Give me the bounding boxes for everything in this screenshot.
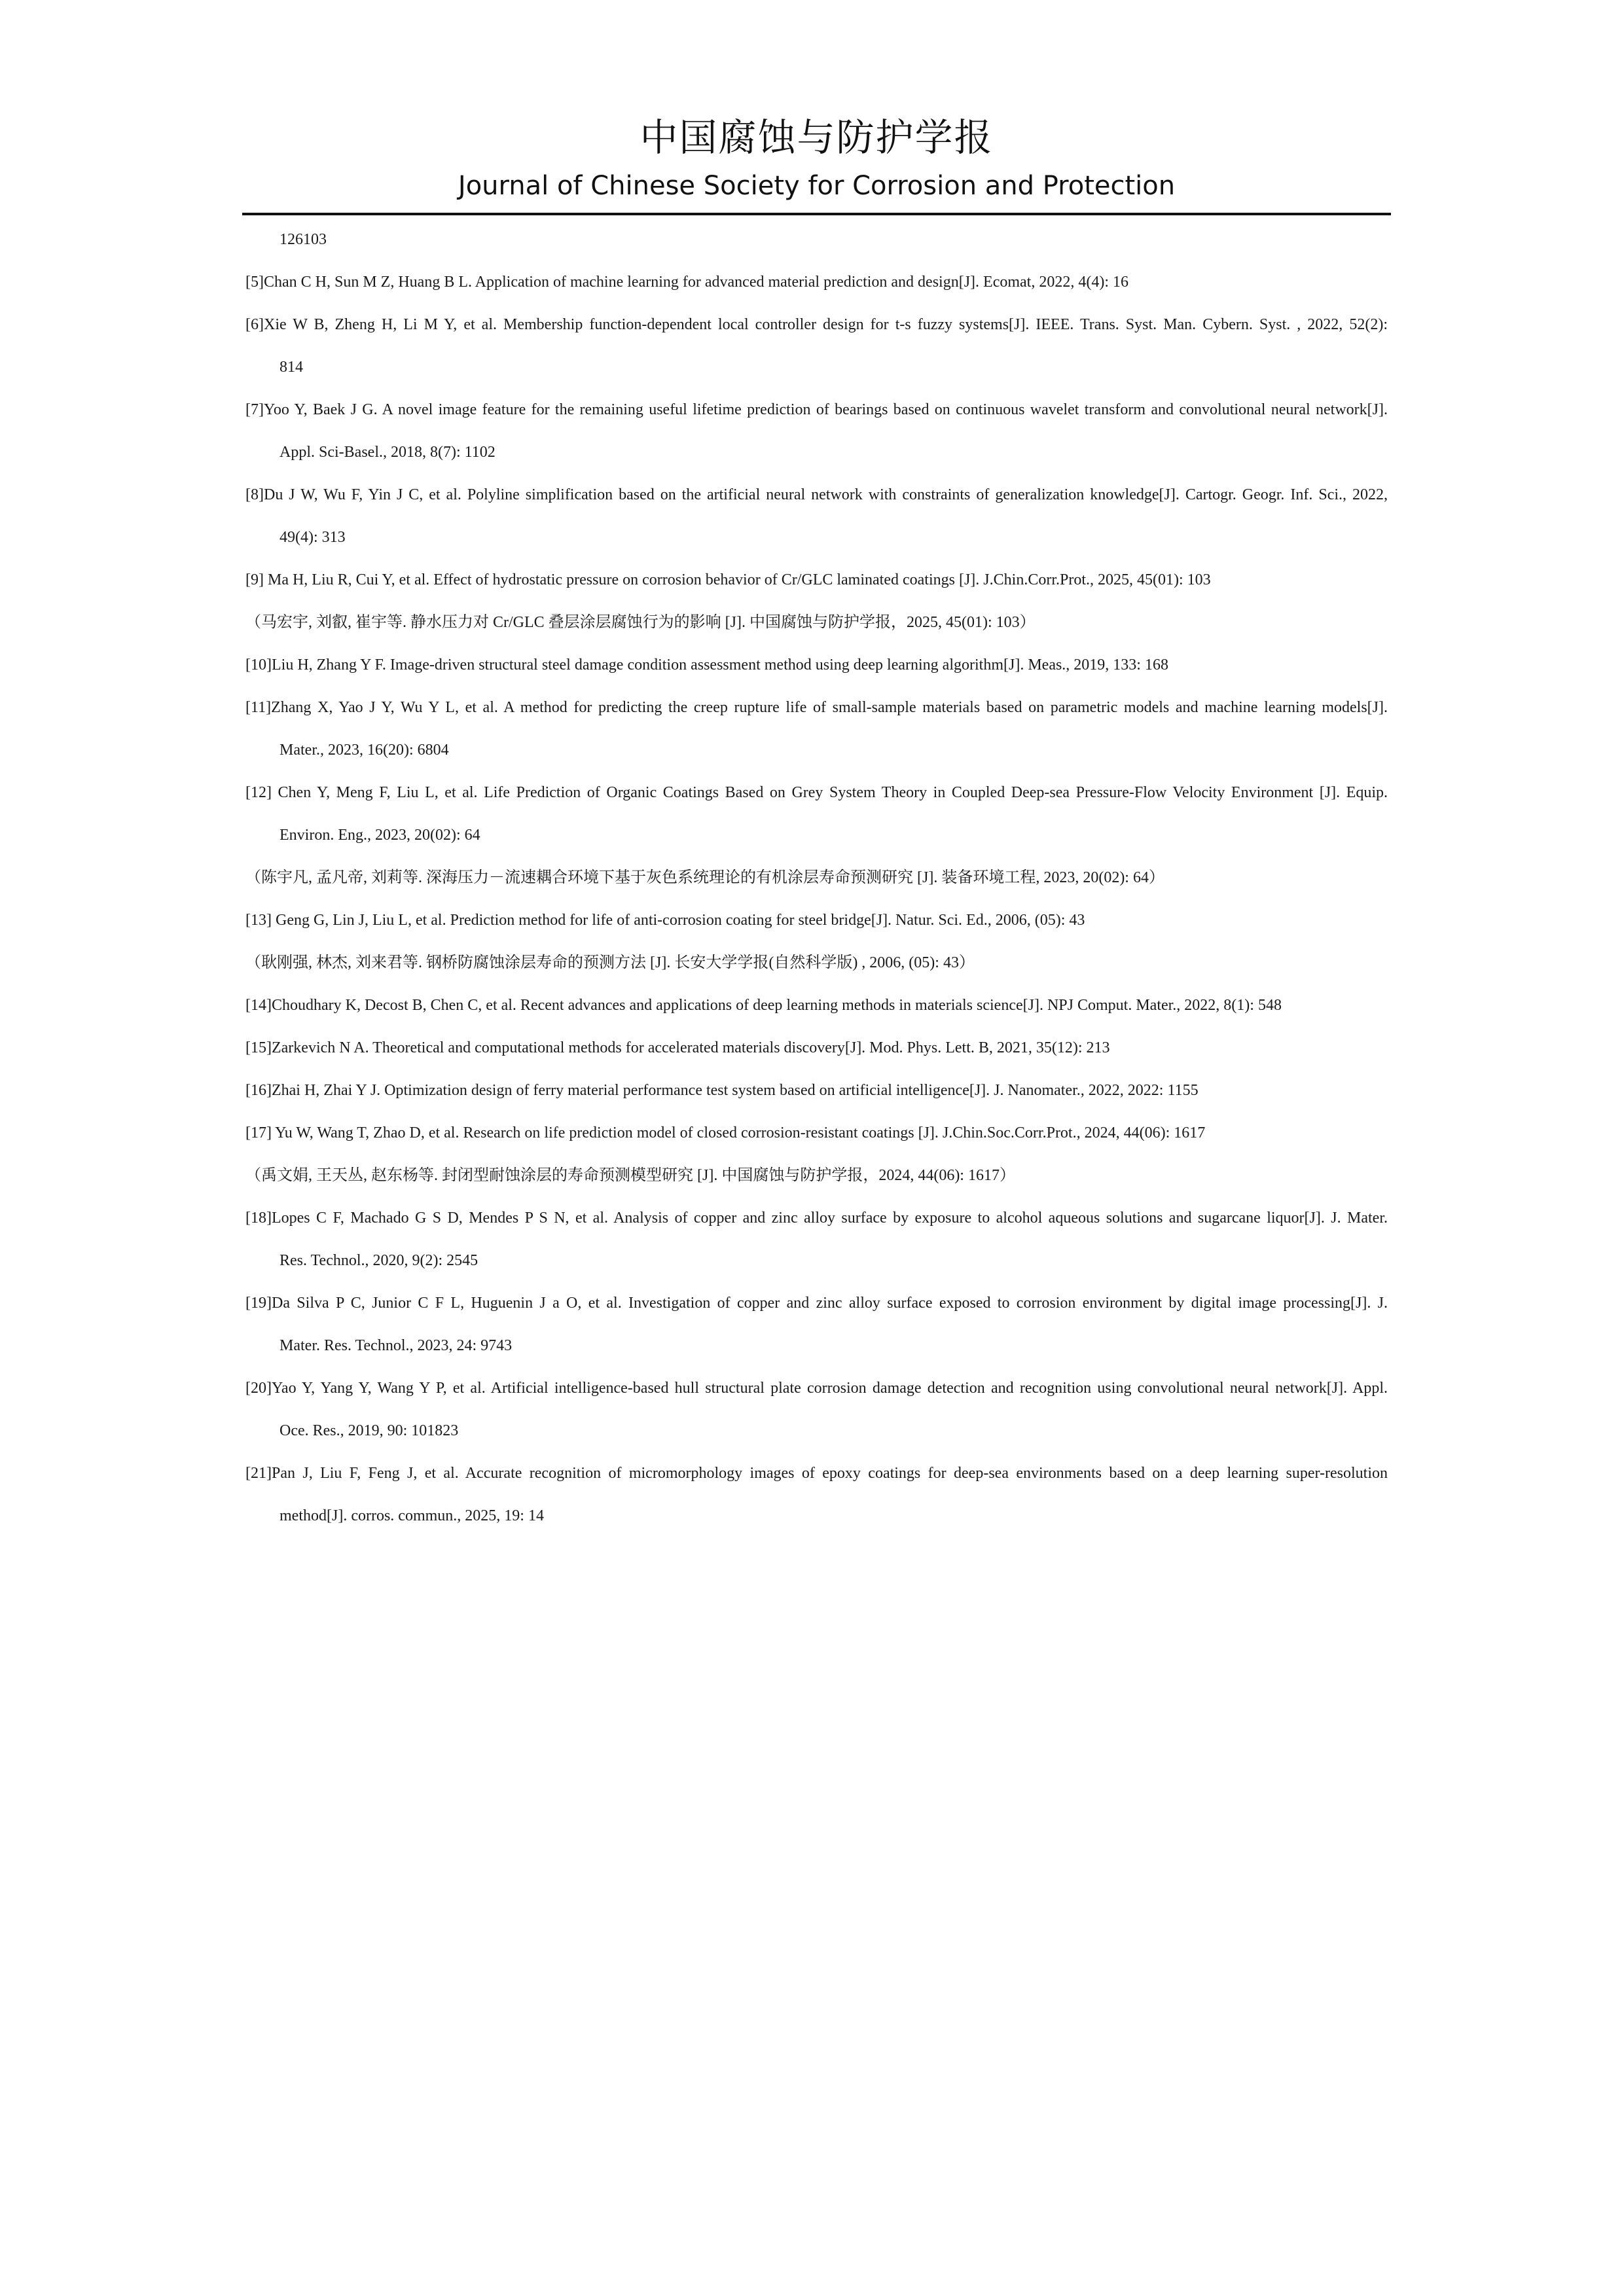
reference-line: [6]Xie W B, Zheng H, Li M Y, et al. Membership function-dependent local controller design for t-s fuzzy systems[J]. IEEE. Trans. Syst. Man. Cybern. Syst. , 2022, 52(2): [245, 316, 1388, 333]
reference-list [245, 219, 1388, 1537]
reference-line: [16]Zhai H, Zhai Y J. Optimization design of ferry material performance test system based on artificial intelligence[J]. J. Nanomater., 2022, 2022: 1155 [245, 1082, 1199, 1099]
journal-title-english: Journal of Chinese Society for Corrosion and Protection [458, 171, 1176, 201]
reference-continuation-line: method[J]. corros. commun., 2025, 19: 14 [280, 1507, 544, 1524]
reference-continuation-line: Mater. Res. Technol., 2023, 24: 9743 [280, 1337, 513, 1354]
reference-line: [14]Choudhary K, Decost B, Chen C, et al. Recent advances and applications of deep learning methods in materials science[J]. NPJ Comput. Mater., 2022, 8(1): 548 [245, 997, 1282, 1014]
reference-line: [21]Pan J, Liu F, Feng J, et al. Accurate recognition of micromorphology images of epoxy coatings for deep-sea environments based on a deep learning super-resolution [245, 1465, 1388, 1482]
reference-continuation-line: Appl. Sci-Basel., 2018, 8(7): 1102 [280, 444, 496, 461]
reference-line: [12] Chen Y, Meng F, Liu L, et al. Life Prediction of Organic Coatings Based on Grey System Theory in Coupled Deep-sea Pressure-Flow Velocity Environment [J]. Equip. [245, 784, 1388, 801]
reference-continuation-line: Res. Technol., 2020, 9(2): 2545 [280, 1252, 478, 1269]
reference-line: （马宏宇, 刘叡, 崔宇等. 静水压力对 Cr/GLC 叠层涂层腐蚀行为的影响 [J]. 中国腐蚀与防护学报，2025, 45(01): 103） [245, 614, 1036, 631]
reference-continuation-line: 126103 [280, 231, 327, 248]
reference-line: [17] Yu W, Wang T, Zhao D, et al. Research on life prediction model of closed corrosion-resistant coatings [J]. J.Chin.Soc.Corr.Prot., 2024, 44(06): 1617 [245, 1124, 1206, 1141]
reference-line: [18]Lopes C F, Machado G S D, Mendes P S N, et al. Analysis of copper and zinc alloy surface by exposure to alcohol aqueous solutions and sugarcane liquor[J]. J. Mater. [245, 1210, 1388, 1227]
reference-line: [15]Zarkevich N A. Theoretical and computational methods for accelerated materials discovery[J]. Mod. Phys. Lett. B, 2021, 35(12): 213 [245, 1039, 1110, 1056]
reference-line: [7]Yoo Y, Baek J G. A novel image feature for the remaining useful lifetime prediction of bearings based on continuous wavelet transform and convolutional neural network[J]. [245, 401, 1388, 418]
reference-line: [9] Ma H, Liu R, Cui Y, et al. Effect of hydrostatic pressure on corrosion behavior of Cr/GLC laminated coatings [J]. J.Chin.Corr.Prot., 2025, 45(01): 103 [245, 571, 1211, 588]
reference-continuation-line: 814 [280, 359, 303, 376]
reference-continuation-line: 49(4): 313 [280, 529, 346, 546]
reference-continuation-line: Mater., 2023, 16(20): 6804 [280, 742, 449, 759]
reference-line: [5]Chan C H, Sun M Z, Huang B L. Application of machine learning for advanced material prediction and design[J]. Ecomat, 2022, 4(4): 16 [245, 274, 1128, 291]
reference-line: [13] Geng G, Lin J, Liu L, et al. Prediction method for life of anti-corrosion coating for steel bridge[J]. Natur. Sci. Ed., 2006, (05): 43 [245, 912, 1085, 929]
reference-line: [20]Yao Y, Yang Y, Wang Y P, et al. Artificial intelligence-based hull structural plate corrosion damage detection and recognition using convolutional neural network[J]. Appl. [245, 1380, 1388, 1397]
journal-header [242, 111, 1391, 204]
journal-title-chinese: 中国腐蚀与防护学报 [640, 115, 994, 160]
reference-line: [8]Du J W, Wu F, Yin J C, et al. Polyline simplification based on the artificial neural network with constraints of generalization knowledge[J]. Cartogr. Geogr. Inf. Sci., 2022, [245, 486, 1388, 503]
reference-line: [10]Liu H, Zhang Y F. Image-driven structural steel damage condition assessment method using deep learning algorithm[J]. Meas., 2019, 133: 168 [245, 656, 1168, 673]
reference-continuation-line: Oce. Res., 2019, 90: 101823 [280, 1422, 459, 1439]
reference-line: （耿刚强, 林杰, 刘来君等. 钢桥防腐蚀涂层寿命的预测方法 [J]. 长安大学学报(自然科学版) , 2006, (05): 43） [245, 954, 975, 971]
reference-continuation-line: Environ. Eng., 2023, 20(02): 64 [280, 827, 480, 844]
reference-line: [19]Da Silva P C, Junior C F L, Huguenin J a O, et al. Investigation of copper and zinc alloy surface exposed to corrosion environment by digital image processing[J]. J. [245, 1295, 1388, 1312]
reference-line: [11]Zhang X, Yao J Y, Wu Y L, et al. A method for predicting the creep rupture life of small-sample materials based on parametric models and machine learning models[J]. [245, 699, 1388, 716]
header-divider [242, 213, 1391, 215]
reference-line: （陈宇凡, 孟凡帝, 刘莉等. 深海压力－流速耦合环境下基于灰色系统理论的有机涂层寿命预测研究 [J]. 装备环境工程, 2023, 20(02): 64） [245, 869, 1164, 886]
reference-line: （禹文娟, 王天丛, 赵东杨等. 封闭型耐蚀涂层的寿命预测模型研究 [J]. 中国腐蚀与防护学报，2024, 44(06): 1617） [245, 1167, 1015, 1184]
